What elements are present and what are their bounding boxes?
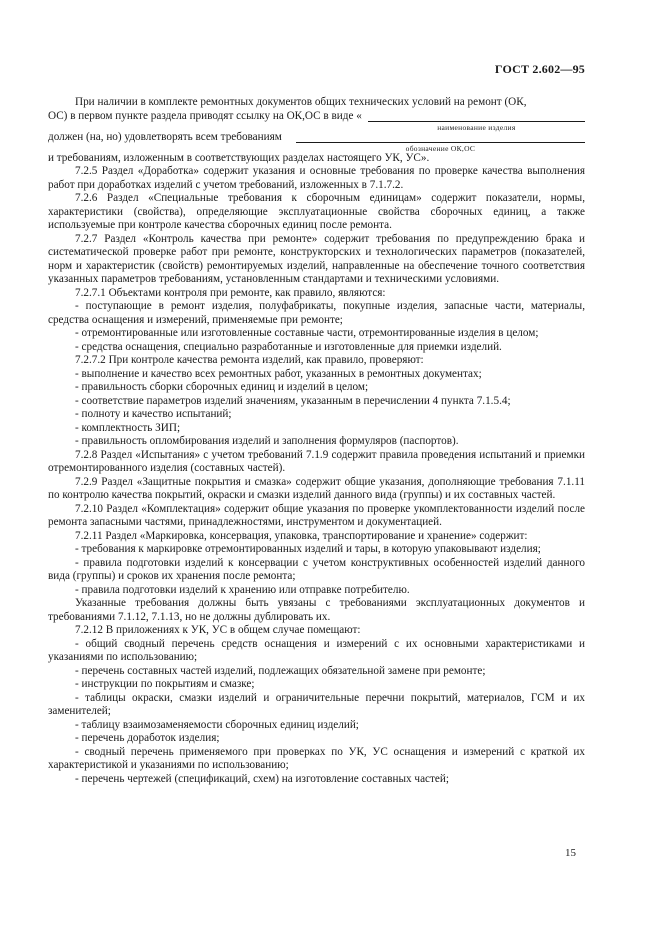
paragraph: 7.2.12 В приложениях к УК, УС в общем случае помещают: <box>75 624 361 636</box>
ok-os-designation-blank <box>296 131 585 153</box>
list-item: - полноту и качество испытаний; <box>75 408 232 420</box>
list-item: - таблицу взаимозаменяемости сборочных единиц изделий; <box>75 718 359 731</box>
list-item: - правильность опломбирования изделий и заполнения формуляров (паспортов). <box>75 435 459 447</box>
document-body <box>48 96 585 786</box>
paragraph: 7.2.9 Раздел «Защитные покрытия и смазка» содержит общие указания, дополняющие требования 7.1.11 по контролю качества покрытий, окраски и смазки изделий данного вида (группы) и их составных частей. <box>48 475 585 501</box>
list-item: - требования к маркировке отремонтированных изделий и тары, в которую упаковывают изделия; <box>75 543 541 555</box>
paragraph: 7.2.7 Раздел «Контроль качества при ремонте» содержит требования по предупреждению брака и систематической проверке работ при ремонте, конструкторских и технологических параметров (показателей, норм и характеристик (свойств) ремонтируемых изделий, направленные на обеспечение точного соответствия указанных параметров требованиям, установленным стандартами и техническими условиями. <box>48 232 585 285</box>
list-item: - перечень доработок изделия; <box>75 732 220 744</box>
list-item: - правильность сборки сборочных единиц и изделий в целом; <box>75 381 369 393</box>
intro-line-3-text: должен (на, но) удовлетворять всем требованиям <box>48 131 282 143</box>
intro-line-4: и требованиям, изложенным в соответствующих разделах настоящего УК, УС». <box>48 151 430 164</box>
intro-line-2 <box>48 110 585 132</box>
paragraph: 7.2.11 Раздел «Маркировка, консервация, упаковка, транспортирование и хранение» содержит: <box>75 529 528 542</box>
product-name-blank <box>368 110 585 132</box>
document-code: ГОСТ 2.602—95 <box>494 62 585 76</box>
paragraph: 7.2.8 Раздел «Испытания» с учетом требований 7.1.9 содержит правила проведения испытаний и приемки отремонтированного изделия (составных частей). <box>48 448 585 474</box>
paragraph: 7.2.7.1 Объектами контроля при ремонте, как правило, являются: <box>75 286 386 299</box>
list-item: - таблицы окраски, смазки изделий и ограничительные перечни покрытий, материалов, ГСМ и их заменителей; <box>48 691 585 717</box>
list-item: - отремонтированные или изготовленные составные части, отремонтированные изделия в целом; <box>75 327 539 339</box>
list-item: - средства оснащения, специально разработанные и изготовленные для приемки изделий. <box>75 340 502 353</box>
list-item: - перечень чертежей (спецификаций, схем) на изготовление составных частей; <box>75 772 449 785</box>
intro-line-2-text: ОС) в первом пункте раздела приводят ссылку на ОК,ОС в виде « <box>48 110 362 122</box>
paragraph-list <box>48 165 585 786</box>
paragraph: Указанные требования должны быть увязаны с требованиями эксплуатационных документов и требованиями 7.1.12, 7.1.13, но не должны дублировать их. <box>48 597 585 623</box>
intro-line-1: При наличии в комплекте ремонтных документов общих технических условий на ремонт (ОК, <box>75 96 527 108</box>
product-name-caption: наименование изделия <box>437 122 516 132</box>
paragraph: 7.2.6 Раздел «Специальные требования к сборочным единицам» содержит показатели, нормы, характеристики (свойства), определяющие эксплуатационные свойства сборочных единиц, а также используемые при контроле качества сборочных единиц после ремонта. <box>48 192 585 231</box>
list-item: - инструкции по покрытиям и смазке; <box>75 678 255 690</box>
list-item: - правила подготовки изделий к консервации с учетом конструктивных особенностей изделий данного вида (группы) и сроков их хранения после ремонта; <box>48 556 585 582</box>
list-item: - соответствие параметров изделий значениям, указанным в перечислении 4 пункта 7.1.5.4; <box>75 394 511 407</box>
list-item: - выполнение и качество всех ремонтных работ, указанных в ремонтных документах; <box>75 367 482 380</box>
list-item: - правила подготовки изделий к хранению или отправке потребителю. <box>75 583 410 596</box>
list-item: - сводный перечень применяемого при проверках по УК, УС оснащения и измерений с краткой их характеристикой и указаниями по использованию; <box>48 745 585 771</box>
list-item: - перечень составных частей изделий, подлежащих обязательной замене при ремонте; <box>75 664 486 677</box>
intro-line-3 <box>48 131 585 153</box>
ok-os-designation-caption: обозначение ОК,ОС <box>405 143 476 153</box>
paragraph: 7.2.5 Раздел «Доработка» содержит указания и основные требования по проверке качества выполнения работ при доработках изделий с учетом требований, изложенных в 7.1.7.2. <box>48 165 585 191</box>
page-number: 15 <box>565 847 576 859</box>
list-item: - поступающие в ремонт изделия, полуфабрикаты, покупные изделия, запасные части, материалы, средства оснащения и измерений, применяемые при ремонте; <box>48 300 585 326</box>
list-item: - комплектность ЗИП; <box>75 421 181 434</box>
list-item: - общий сводный перечень средств оснащения и измерений с их основными характеристиками и указаниями по использованию; <box>48 637 585 663</box>
paragraph: 7.2.7.2 При контроле качества ремонта изделий, как правило, проверяют: <box>75 354 424 366</box>
paragraph: 7.2.10 Раздел «Комплектация» содержит общие указания по проверке укомплектованности изделий после ремонта запасными частями, принадлежностями, инструментом и документацией. <box>48 502 585 528</box>
